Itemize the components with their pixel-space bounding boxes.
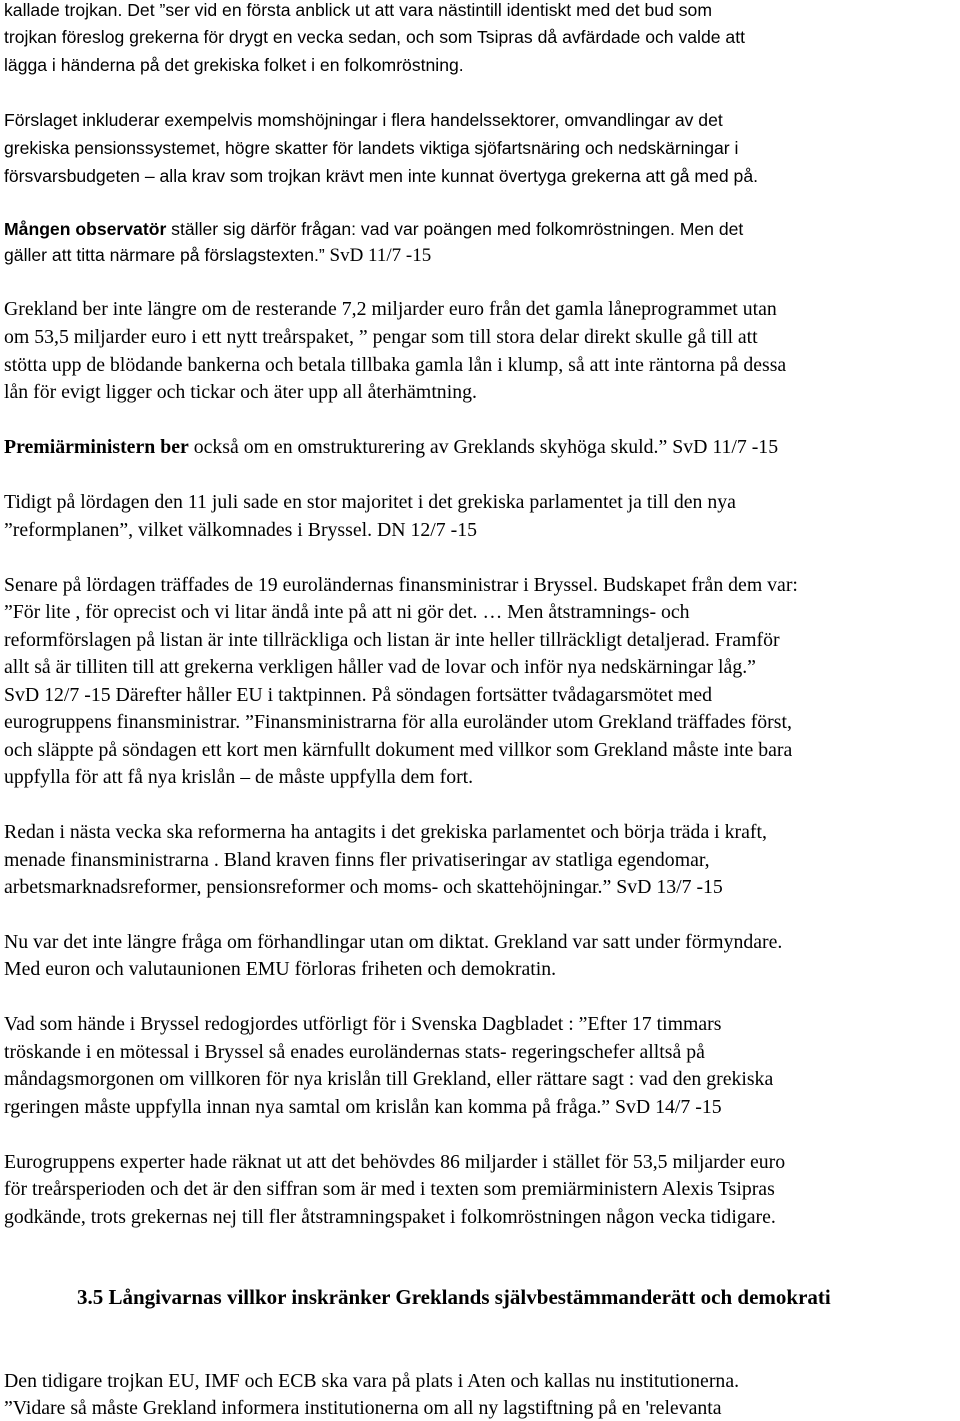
paragraph-7-line-2: ”För lite , för oprecist och vi litar ändå inte på att ni gör det. … Men åtstramnings- och [4, 601, 690, 623]
paragraph-11-line-3: godkände, trots grekernas nej till fler åtstramningspaket i folkomröstningen någon vecka tidigare. [4, 1206, 776, 1228]
paragraph-10-line-3: måndagsmorgonen om villkoren för nya krislån till Grekland, eller rättare sagt : vad den grekiska [4, 1068, 774, 1090]
paragraph-4-line-2: om 53,5 miljarder euro i ett nytt treårspaket, ” pengar som till stora delar direkt skulle gå till att [4, 326, 758, 348]
paragraph-7-line-6: eurogruppens finansministrar. ”Finansministrarna för alla euroländer utom Grekland träffades först, [4, 711, 792, 733]
paragraph-7-line-7: och släppte på söndagen ett kort men kärnfullt dokument med villkor som Grekland måste inte bara [4, 739, 793, 761]
paragraph-10-line-2: tröskande i en mötessal i Bryssel så enades euroländernas stats- regeringschefer alltså på [4, 1041, 705, 1063]
paragraph-12-line-2: ”Vidare så måste Grekland informera institutionerna om all ny lagstiftning på en 'relevanta [4, 1397, 722, 1419]
paragraph-6-line-2: ”reformplanen”, vilket välkomnades i Bryssel. DN 12/7 -15 [4, 519, 477, 541]
paragraph-12-line-1: Den tidigare trojkan EU, IMF och ECB ska vara på plats i Aten och kallas nu institutionerna. [4, 1370, 740, 1392]
paragraph-3-line-2 [4, 245, 431, 267]
paragraph-7-line-5: SvD 12/7 -15 Därefter håller EU i taktpinnen. På söndagen fortsätter tvådagarsmötet med [4, 684, 713, 706]
paragraph-8-line-3: arbetsmarknadsreformer, pensionsreformer och moms- och skattehöjningar.” SvD 13/7 -15 [4, 876, 723, 898]
paragraph-10-line-4: rgeringen måste uppfylla innan nya samtal om krislån kan komma på fråga.” SvD 14/7 -15 [4, 1096, 722, 1118]
paragraph-2-line-1: Förslaget inkluderar exempelvis momshöjningar i flera handelssektorer, omvandlingar av det [4, 110, 723, 130]
paragraph-3-line-1 [4, 219, 743, 240]
paragraph-3-line-2-text: gäller att titta närmare på förslagstexten.” [4, 245, 325, 265]
paragraph-3-line-1-text: ställer sig därför frågan: vad var poängen med folkomröstningen. Men det [166, 219, 744, 239]
paragraph-8-line-1: Redan i nästa vecka ska reformerna ha antagits i det grekiska parlamentet och börja träda i kraft, [4, 821, 767, 843]
paragraph-5-text: också om en omstrukturering av Greklands skyhöga skuld.” SvD 11/7 -15 [188, 436, 779, 458]
paragraph-4-line-1: Grekland ber inte längre om de resterande 7,2 miljarder euro från det gamla låneprogrammet utan [4, 298, 777, 320]
paragraph-4-line-4: lån för evigt ligger och tickar och äter upp all återhämtning. [4, 381, 477, 403]
paragraph-10-line-1: Vad som hände i Bryssel redogjordes utförligt för i Svenska Dagbladet : ”Efter 17 timmars [4, 1013, 722, 1035]
paragraph-11-line-1: Eurogruppens experter hade räknat ut att det behövdes 86 miljarder i stället för 53,5 miljarder euro [4, 1151, 786, 1173]
paragraph-4-line-3: stötta upp de blödande bankerna och betala tillbaka gamla lån i klump, så att inte räntorna på dessa [4, 354, 787, 376]
paragraph-1-line-2: trojkan föreslog grekerna för drygt en vecka sedan, och som Tsipras då avfärdade och valde att [4, 27, 745, 47]
paragraph-11-line-2: för treårsperioden och det är den siffran som är med i texten som premiärministern Alexis Tsipras [4, 1178, 775, 1200]
section-heading: 3.5 Långivarnas villkor inskränker Greklands självbestämmanderätt och demokrati [77, 1285, 831, 1309]
paragraph-7-line-4: allt så är tilliten till att grekerna verkligen håller vad de lovar och inför nya nedskärningar låg.” [4, 656, 756, 678]
paragraph-9-line-2: Med euron och valutaunionen EMU förloras friheten och demokratin. [4, 958, 557, 980]
source-citation: SvD 11/7 -15 [324, 245, 432, 266]
bold-lead: Premiärministern ber [4, 436, 189, 458]
paragraph-7-line-3: reformförslagen på listan är inte tillräckliga och listan är inte heller tillräckligt detaljerad. Framför [4, 629, 780, 651]
paragraph-2-line-3: försvarsbudgeten – alla krav som trojkan krävt men inte kunnat övertyga grekerna att gå med på. [4, 166, 758, 186]
paragraph-1-line-3: lägga i händerna på det grekiska folket i en folkomröstning. [4, 55, 464, 75]
paragraph-7-line-1: Senare på lördagen träffades de 19 euroländernas finansministrar i Bryssel. Budskapet från dem var: [4, 574, 798, 596]
bold-lead: Mången observatör [4, 219, 167, 239]
paragraph-8-line-2: menade finansministrarna . Bland kraven finns fler privatiseringar av statliga egendomar, [4, 849, 710, 871]
paragraph-6-line-1: Tidigt på lördagen den 11 juli sade en stor majoritet i det grekiska parlamentet ja till den nya [4, 491, 736, 513]
paragraph-1-line-1: kallade trojkan. Det ”ser vid en första anblick ut att vara nästintill identiskt med det bud som [4, 0, 713, 20]
paragraph-7-line-8: uppfylla för att få nya krislån – de måste uppfylla dem fort. [4, 766, 474, 788]
paragraph-2-line-2: grekiska pensionssystemet, högre skatter för landets viktiga sjöfartsnäring och nedskärningar i [4, 138, 739, 158]
paragraph-9-line-1: Nu var det inte längre fråga om förhandlingar utan om diktat. Grekland var satt under förmyndare. [4, 931, 783, 953]
paragraph-5-line-1 [4, 436, 778, 459]
